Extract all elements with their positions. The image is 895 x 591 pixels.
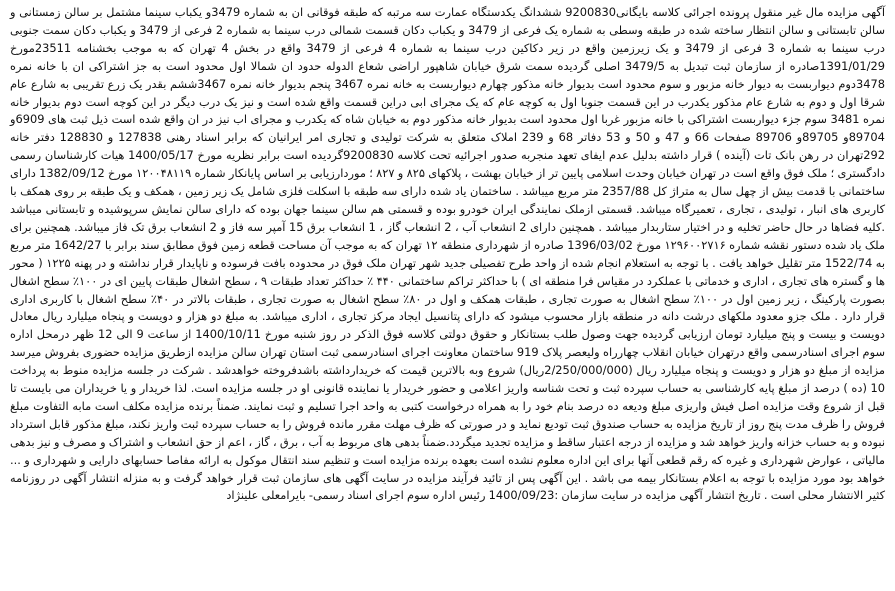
auction-notice-text: آگهی مزایده مال غیر منقول پرونده اجرائی کلاسه بایگانی9200830 ششدانگ یکدستگاه عمارت سه مرتبه که طبقه فوقانی ان به شماره 3479و یکباب سینما مشتمل بر سالن زمستانی و سالن تابستانی و سالن انتظار ساخته شده در طبقه وسطی به شماره یک فرعی از 3479 و یکباب دکان قسمت شمالی درب سینما به شماره 2 فرعی از 3479 و یکباب دکان سمت جنوبی درب سینما به شماره 3 فرعی از 3479 و یک زیرزمین واقع در زیر دکاکین درب سینما به شماره 4 فرعی از 3479 واقع در بخش 4 تهران که به موجب بخشنامه 23511مورخ 1391/01/29صادره از سازمان ثبت تبدیل به 3479/5 اصلی گردیده سمت شرق خیابان شاهپور اراضی شعاع الدوله حدود ان شمالا اول محدود است به جز اشتراکی ان با خانه نمره 3478دوم دیواربست به دیوار خانه مزبور و سوم محدود است بدیوار خانه مذکور چهارم دیواربست به خانه نمره 3467 پنجم بدیوار خانه نمره 3467ششم بقدر یک زرع تقریبی به شارع عام شرقا اول و دوم به شارع عام مذکور یکدرب در این قسمت جنوبا اول به کوچه عام که یک مجرای ابی دراین قسمت واقع شده است و نیز یک درب دیگر در این کوچه است دوم بدیوار خانه نمره 3481 سوم جزء دیواربست اشتراکی با خانه مزبور غربا اول محدود است بدیوار خانه مذکور دوم به خیابان شاه که یکدرب و مجرای اب نیز در ان واقع شده است ذیل ثبت های 6909و 89704و 89705و 89706 صفحات 66 و 47 و 50 و 53 دفاتر 68 و 239 املاک متعلق به شرکت تولیدی و تجاری امر ایرانیان که برابر اسناد رهنی 127838 و 128830 دفتر خانه 292تهران در رهن بانک تات (آینده ) قرار داشته بدلیل عدم ایفای تعهد منجربه صدور اجرائیه تحت کلاسه 9200830گردیده است برابر نظریه مورخ 1400/05/17 هیات کارشناسان رسمی دادگستری ؛ ملک فوق واقع است در تهران خیابان وحدت اسلامی پایین تر از خیابان بهشت ، پلاکهای ۸۲۵ و ۸۲۷ ؛ موردارزیابی بر اساس پایانکار شماره ۱۲۰۰۴۸۱۱۹ مورخ 1382/09/12 دارای ساختمانی با قدمت بیش از چهل سال به متراژ کل 2357/88 متر مربع میباشد . ساختمان یاد شده دارای سه طبقه با اسکلت فلزی شامل یک زیر زمین ، همکف و یک طبقه بر روی همکف با کاربری های انبار ، تولیدی ، تجاری ، تعمیرگاه میباشد. قسمتی ازملک نمایندگی ایران خودرو بوده و قسمتی هم سالن سینما جهان بوده که دارای سالن نمایش سرپوشیده و تابستانی میباشد .کلیه فضاها در حال حاضر تخلیه و در اختیار ستاربدار میباشد . همچنین دارای 2 انشعاب آب ، 2 انشعاب گاز ، 1 انشعاب برق 15 آمپر سه فاز و 2 انشعاب برق تک فاز میباشد. همچنین برای ملک یاد شده دستور نقشه شماره ۱۲۹۶۰۰۲۷۱۶ مورخ 1396/03/02 صادره از شهرداری منطقه ۱۲ تهران که به موجب آن مساحت قطعه زمین فوق مطابق سند برابر با 1642/27 متر مربع به 1522/74 متر تقلیل خواهد یافت . با توجه به استعلام انجام شده از واحد طرح تفصیلی جدید شهر تهران ملک فوق در محدوده بافت فرسوده و ناپایدار قرار نداشته و در پهنه ۱۲۲۵ ( محور ها و گستره های تجاری ، اداری و خدماتی با عملکرد در مقیاس فرا منطقه ای ) با حداکثر تراکم ساختمانی ۴۴۰ ٪ حداکثر تعداد طبقات ۹ ، سطح اشغال طبقات پایین ای در ۱۰۰٪ سطح اشغال بصورت پارکینگ ، زیر زمین اول در ۱۰۰٪ سطح اشغال به صورت تجاری ، طبقات همکف و اول در ۸۰٪ سطح اشغال به صورت تجاری ، طبقات بالاتر در ۴۰٪ سطح اشغال با کاربری اداری قرار دارد . ملک جزو معدود ملکهای درشت دانه در منطقه بازار محسوب میشود که دارای پتانسیل ایجاد مرکز تجاری ، اداری میباشد. به مبلغ دو هزار و دویست و پنجاه میلیارد ریال معادل دویست و بیست و پنج میلیارد تومان ارزیابی گردیده جهت وصول طلب بستانکار و حقوق دولتی کلاسه فوق الذکر در روز شنبه مورخ 1400/10/11 از ساعت 9 الی 12 ظهر درمحل اداره سوم اجرای اسنادرسمی واقع درتهران خیابان انقلاب چهارراه ولیعصر پلاک 919 ساختمان معاونت اجرای اسنادرسمی ثبت استان تهران سالن مزایده ازطریق مزایده حضوری بفروش میرسد مزایده از مبلغ دو هزار و دویست و پنجاه میلیارد ریال (2/250/000/000ریال) شروع وبه بالاترین قیمت که خریدارداشته باشدفروخته خواهدشد . شرکت در جلسه مزایده منوط به پرداخت 10 (ده ) درصد از مبلغ پایه کارشناسی به حساب سپرده ثبت و تحت شناسه واریز اعلامی و حضور خریدار یا نماینده قانونی او در جلسه مزایده است. لذا خریدار و یا خریداران می بایست تا قبل از شروع وقت مزایده اصل فیش واریزی مبلغ ودیعه ده درصد بنام خود را به همراه درخواست کتبی به واحد اجرا تسلیم و ثبت نمایند. ضمناً برنده مزایده مکلف است مابه التفاوت مبلغ فروش را ظرف مدت پنج روز از تاریخ مزایده به حساب صندوق ثبت تودیع نماید و در صورتی که ظرف مهلت مقرر مانده فروش را به حساب سپرده ثبت واریز نکند، مبلغ مذکور قابل استرداد نبوده و به حساب خزانه واریز خواهد شد و مزایده از درجه اعتبار ساقط و مزایده تجدید میگردد.ضمناً بدهی های مربوط به آب ، برق ، گاز ، اعم از حق انشعاب و اشتراک و مصرف و نیز بدهی مالیاتی ، عوارض شهرداری و غیره که رقم قطعی آنها برای این اداره معلوم نشده است بعهده برنده مزایده است و تنظیم سند انتقال موکول به ارائه مفاصا حسابهای دارایی و شهرداری و ... خواهد بود مورد مزایده با توجه به اعلام بستانکار بیمه می باشد . این آگهی پس از تائید فرآیند مزایده در سایت آگهی های سازمان ثبت قرار خواهد گرفت و به منزله انتشار آگهی در روزنامه کثیر الانتشار محلی است . تاریخ انتشار آگهی مزایده در سایت سازمان :1400/09/23 رئیس اداره سوم اجرای اسناد رسمی- بایرامعلی علینژاد [10,5,886,503]
